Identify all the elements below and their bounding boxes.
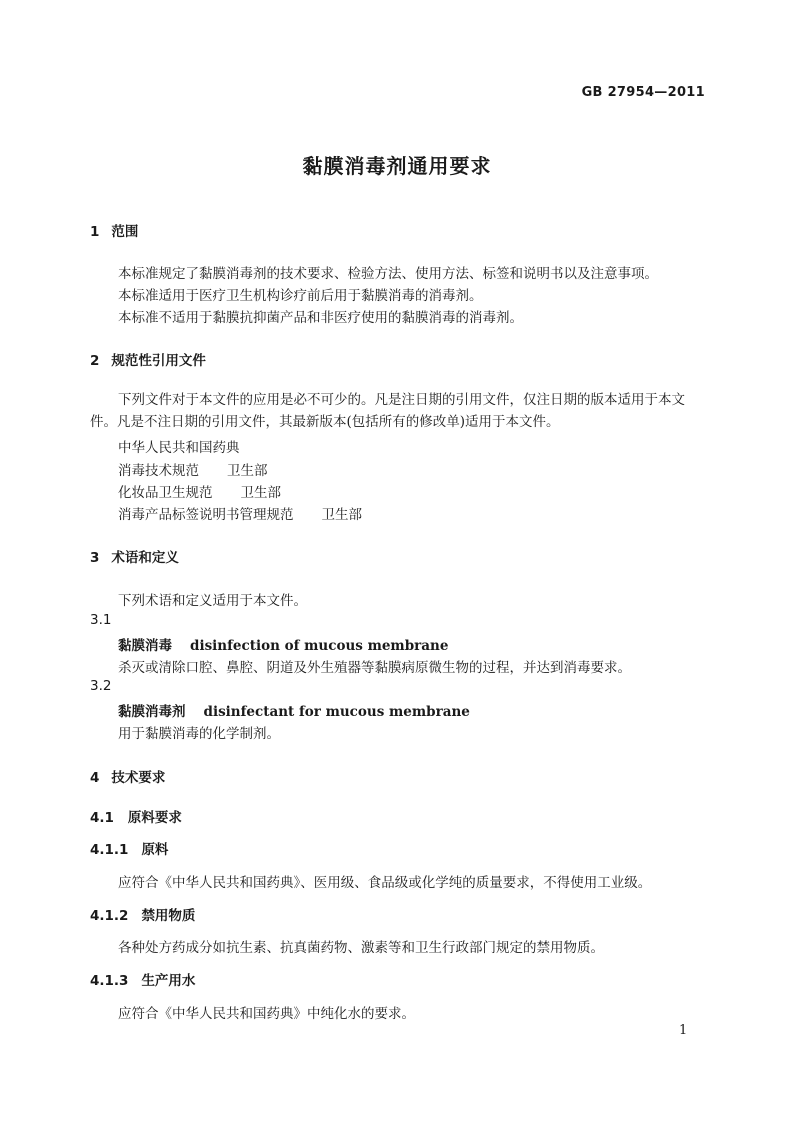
- reference-org: 卫生部: [227, 463, 268, 479]
- term-chinese: 黏膜消毒: [118, 638, 172, 654]
- reference-item: [118, 503, 362, 523]
- reference-org: 卫生部: [240, 485, 281, 501]
- section-2-heading: [90, 349, 206, 369]
- term-entry: [118, 700, 470, 720]
- subsection-4-1-1-heading: [90, 838, 168, 858]
- section-number: 4.1.1: [90, 842, 129, 858]
- reference-name: 化妆品卫生规范: [118, 485, 213, 501]
- paragraph: 本标准规定了黏膜消毒剂的技术要求、检验方法、使用方法、标签和说明书以及注意事项。: [118, 266, 658, 282]
- subsection-4-1-2-heading: [90, 904, 195, 924]
- section-number: 4.1: [90, 810, 114, 826]
- section-number: 4.1.2: [90, 908, 129, 924]
- reference-item: [118, 481, 281, 501]
- section-title: 禁用物质: [141, 908, 196, 924]
- section-title: 技术要求: [111, 770, 166, 786]
- term-definition: 杀灭或清除口腔、鼻腔、阴道及外生殖器等黏膜病原微生物的过程，并达到消毒要求。: [118, 660, 631, 676]
- paragraph: 各种处方药成分如抗生素、抗真菌药物、激素等和卫生行政部门规定的禁用物质。: [118, 940, 604, 956]
- paragraph: 应符合《中华人民共和国药典》、医用级、食品级或化学纯的质量要求，不得使用工业级。: [118, 875, 652, 891]
- reference-name: 中华人民共和国药典: [118, 440, 240, 456]
- section-title: 生产用水: [141, 973, 196, 989]
- section-number: 3: [90, 550, 100, 566]
- reference-item: [118, 436, 240, 456]
- paragraph: 应符合《中华人民共和国药典》中纯化水的要求。: [118, 1006, 415, 1022]
- section-number: 4.1.3: [90, 973, 129, 989]
- section-1-heading: [90, 220, 138, 240]
- section-title: 术语和定义: [111, 550, 179, 566]
- section-number: 4: [90, 770, 100, 786]
- term-number: 3.1: [90, 612, 112, 628]
- section-number: 2: [90, 353, 100, 369]
- section-4-heading: [90, 766, 165, 786]
- term-number: 3.2: [90, 678, 112, 694]
- standard-number: GB 27954—2011: [581, 85, 705, 100]
- paragraph: 本标准不适用于黏膜抗抑菌产品和非医疗使用的黏膜消毒的消毒剂。: [118, 310, 523, 326]
- term-entry: [118, 634, 448, 654]
- subsection-4-1-heading: [90, 806, 182, 826]
- paragraph: 下列术语和定义适用于本文件。: [118, 593, 307, 609]
- section-number: 1: [90, 224, 100, 240]
- paragraph: 本标准适用于医疗卫生机构诊疗前后用于黏膜消毒的消毒剂。: [118, 288, 483, 304]
- term-english: disinfectant for mucous membrane: [203, 704, 470, 720]
- term-definition: 用于黏膜消毒的化学制剂。: [118, 726, 280, 742]
- section-title: 原料要求: [127, 810, 182, 826]
- section-title: 原料: [141, 842, 169, 858]
- subsection-4-1-3-heading: [90, 969, 195, 989]
- term-english: disinfection of mucous membrane: [190, 638, 449, 654]
- term-chinese: 黏膜消毒剂: [118, 704, 186, 720]
- reference-org: 卫生部: [321, 507, 362, 523]
- section-title: 范围: [111, 224, 139, 240]
- reference-name: 消毒产品标签说明书管理规范: [118, 507, 294, 523]
- page-number: 1: [679, 1023, 688, 1038]
- section-3-heading: [90, 546, 179, 566]
- reference-name: 消毒技术规范: [118, 463, 199, 479]
- section-title: 规范性引用文件: [111, 353, 206, 369]
- paragraph-intro: 下列文件对于本文件的应用是必不可少的。凡是注日期的引用文件，仅注日期的版本适用于本文件。凡是不注日期的引用文件，其最新版本(包括所有的修改单)适用于本文件。: [90, 392, 685, 430]
- reference-item: [118, 459, 268, 479]
- document-title: 黏膜消毒剂通用要求: [302, 154, 492, 178]
